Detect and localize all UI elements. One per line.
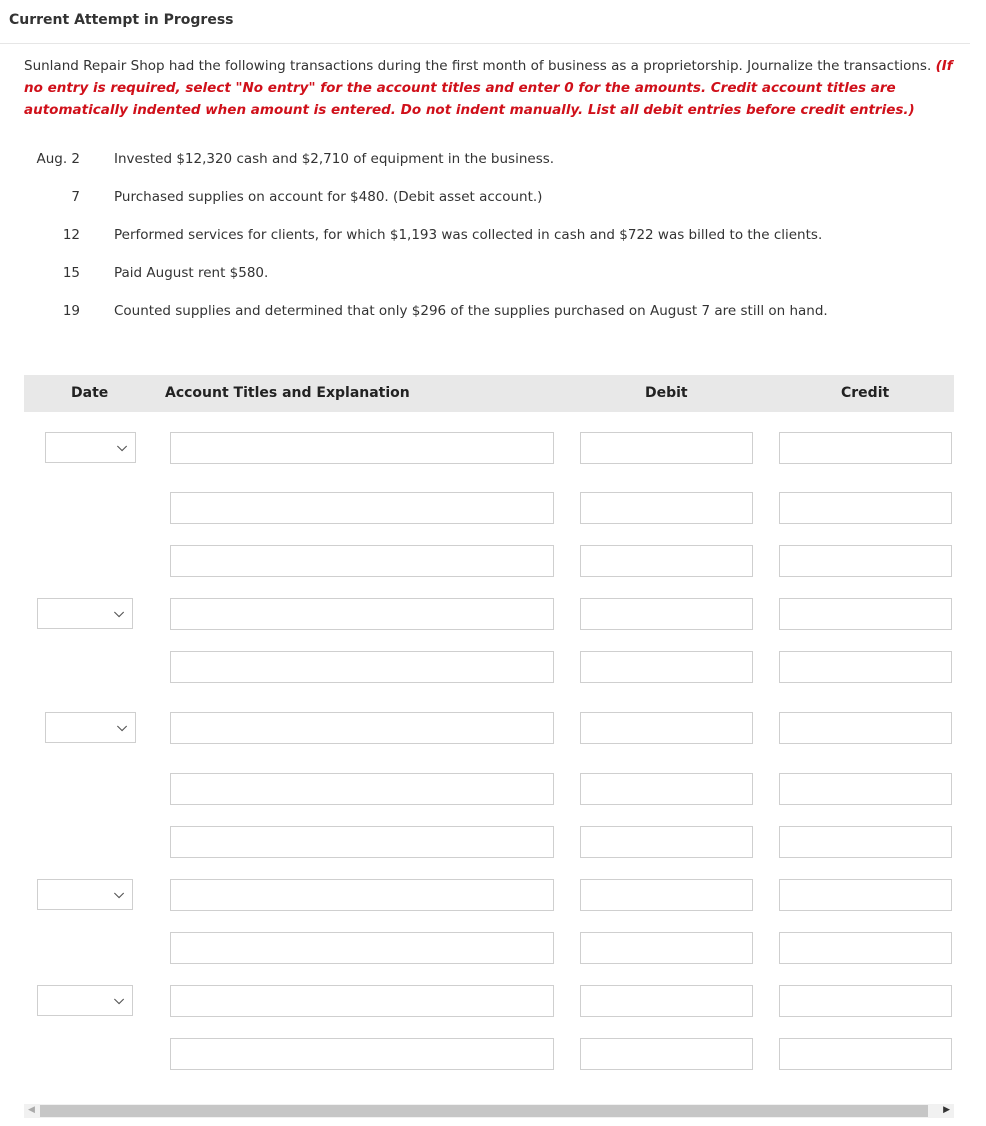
debit-input[interactable] — [580, 432, 753, 464]
account-title-input[interactable] — [170, 932, 554, 964]
header-bar — [0, 0, 970, 44]
date-select[interactable] — [37, 879, 133, 910]
account-title-input[interactable] — [170, 826, 554, 858]
chevron-down-icon: ⌵ — [117, 440, 127, 455]
account-title-input[interactable] — [170, 985, 554, 1017]
chevron-down-icon: ⌵ — [114, 887, 124, 902]
debit-input[interactable] — [580, 651, 753, 683]
account-title-input[interactable] — [170, 545, 554, 577]
transaction-date: 15 — [62, 265, 80, 281]
date-select[interactable] — [37, 598, 133, 629]
scrollbar-thumb[interactable] — [40, 1105, 928, 1117]
instructions-text: Sunland Repair Shop had the following transactions during the first month of business as a proprietorship. Journalize the transactions. — [24, 58, 932, 74]
chevron-down-icon: ⌵ — [117, 720, 127, 735]
page-title: Current Attempt in Progress — [9, 12, 234, 28]
credit-input[interactable] — [779, 651, 952, 683]
date-select[interactable] — [37, 985, 133, 1016]
debit-input[interactable] — [580, 545, 753, 577]
debit-input[interactable] — [580, 1038, 753, 1070]
credit-input[interactable] — [779, 773, 952, 805]
transaction-date: Aug. 2 — [36, 151, 80, 167]
account-title-input[interactable] — [170, 598, 554, 630]
credit-input[interactable] — [779, 985, 952, 1017]
column-header-credit: Credit — [841, 385, 890, 401]
account-title-input[interactable] — [170, 432, 554, 464]
debit-input[interactable] — [580, 712, 753, 744]
transaction-row — [0, 186, 960, 210]
debit-input[interactable] — [580, 598, 753, 630]
account-title-input[interactable] — [170, 492, 554, 524]
transaction-description: Paid August rent $580. — [114, 265, 269, 281]
credit-input[interactable] — [779, 1038, 952, 1070]
account-title-input[interactable] — [170, 712, 554, 744]
transaction-row — [0, 300, 960, 324]
account-title-input[interactable] — [170, 879, 554, 911]
debit-input[interactable] — [580, 932, 753, 964]
horizontal-scrollbar[interactable] — [24, 1104, 954, 1118]
account-title-input[interactable] — [170, 651, 554, 683]
instructions-note: (If no entry is required, select "No entry" for the account titles and enter 0 for the amounts. Credit account titles are automatically indented when amount is entered. Do not indent manually. List all debit entries before credit entries.) — [24, 58, 953, 118]
transaction-description: Invested $12,320 cash and $2,710 of equipment in the business. — [114, 151, 555, 167]
journal-table-header — [24, 375, 954, 412]
debit-input[interactable] — [580, 879, 753, 911]
debit-input[interactable] — [580, 985, 753, 1017]
account-title-input[interactable] — [170, 1038, 554, 1070]
chevron-down-icon: ⌵ — [114, 606, 124, 621]
credit-input[interactable] — [779, 932, 952, 964]
transaction-description: Purchased supplies on account for $480. (Debit asset account.) — [114, 189, 543, 205]
debit-input[interactable] — [580, 492, 753, 524]
credit-input[interactable] — [779, 712, 952, 744]
credit-input[interactable] — [779, 826, 952, 858]
account-title-input[interactable] — [170, 773, 554, 805]
credit-input[interactable] — [779, 545, 952, 577]
transaction-date: 7 — [71, 189, 80, 205]
date-select[interactable] — [45, 712, 136, 743]
chevron-down-icon: ⌵ — [114, 993, 124, 1008]
credit-input[interactable] — [779, 432, 952, 464]
instructions — [24, 55, 954, 121]
transaction-row — [0, 224, 960, 248]
date-select[interactable] — [45, 432, 136, 463]
arrow-right-icon[interactable]: ▶ — [943, 1105, 950, 1115]
transaction-description: Performed services for clients, for which $1,193 was collected in cash and $722 was billed to the clients. — [114, 227, 823, 243]
debit-input[interactable] — [580, 826, 753, 858]
column-header-account: Account Titles and Explanation — [165, 385, 410, 401]
credit-input[interactable] — [779, 492, 952, 524]
column-header-debit: Debit — [645, 385, 688, 401]
debit-input[interactable] — [580, 773, 753, 805]
transaction-row — [0, 148, 960, 172]
transaction-row — [0, 262, 960, 286]
arrow-left-icon[interactable]: ◀ — [28, 1105, 35, 1115]
credit-input[interactable] — [779, 879, 952, 911]
credit-input[interactable] — [779, 598, 952, 630]
transaction-date: 19 — [62, 303, 80, 319]
column-header-date: Date — [71, 385, 109, 401]
transaction-date: 12 — [62, 227, 80, 243]
transaction-description: Counted supplies and determined that only $296 of the supplies purchased on August 7 are still on hand. — [114, 303, 828, 319]
